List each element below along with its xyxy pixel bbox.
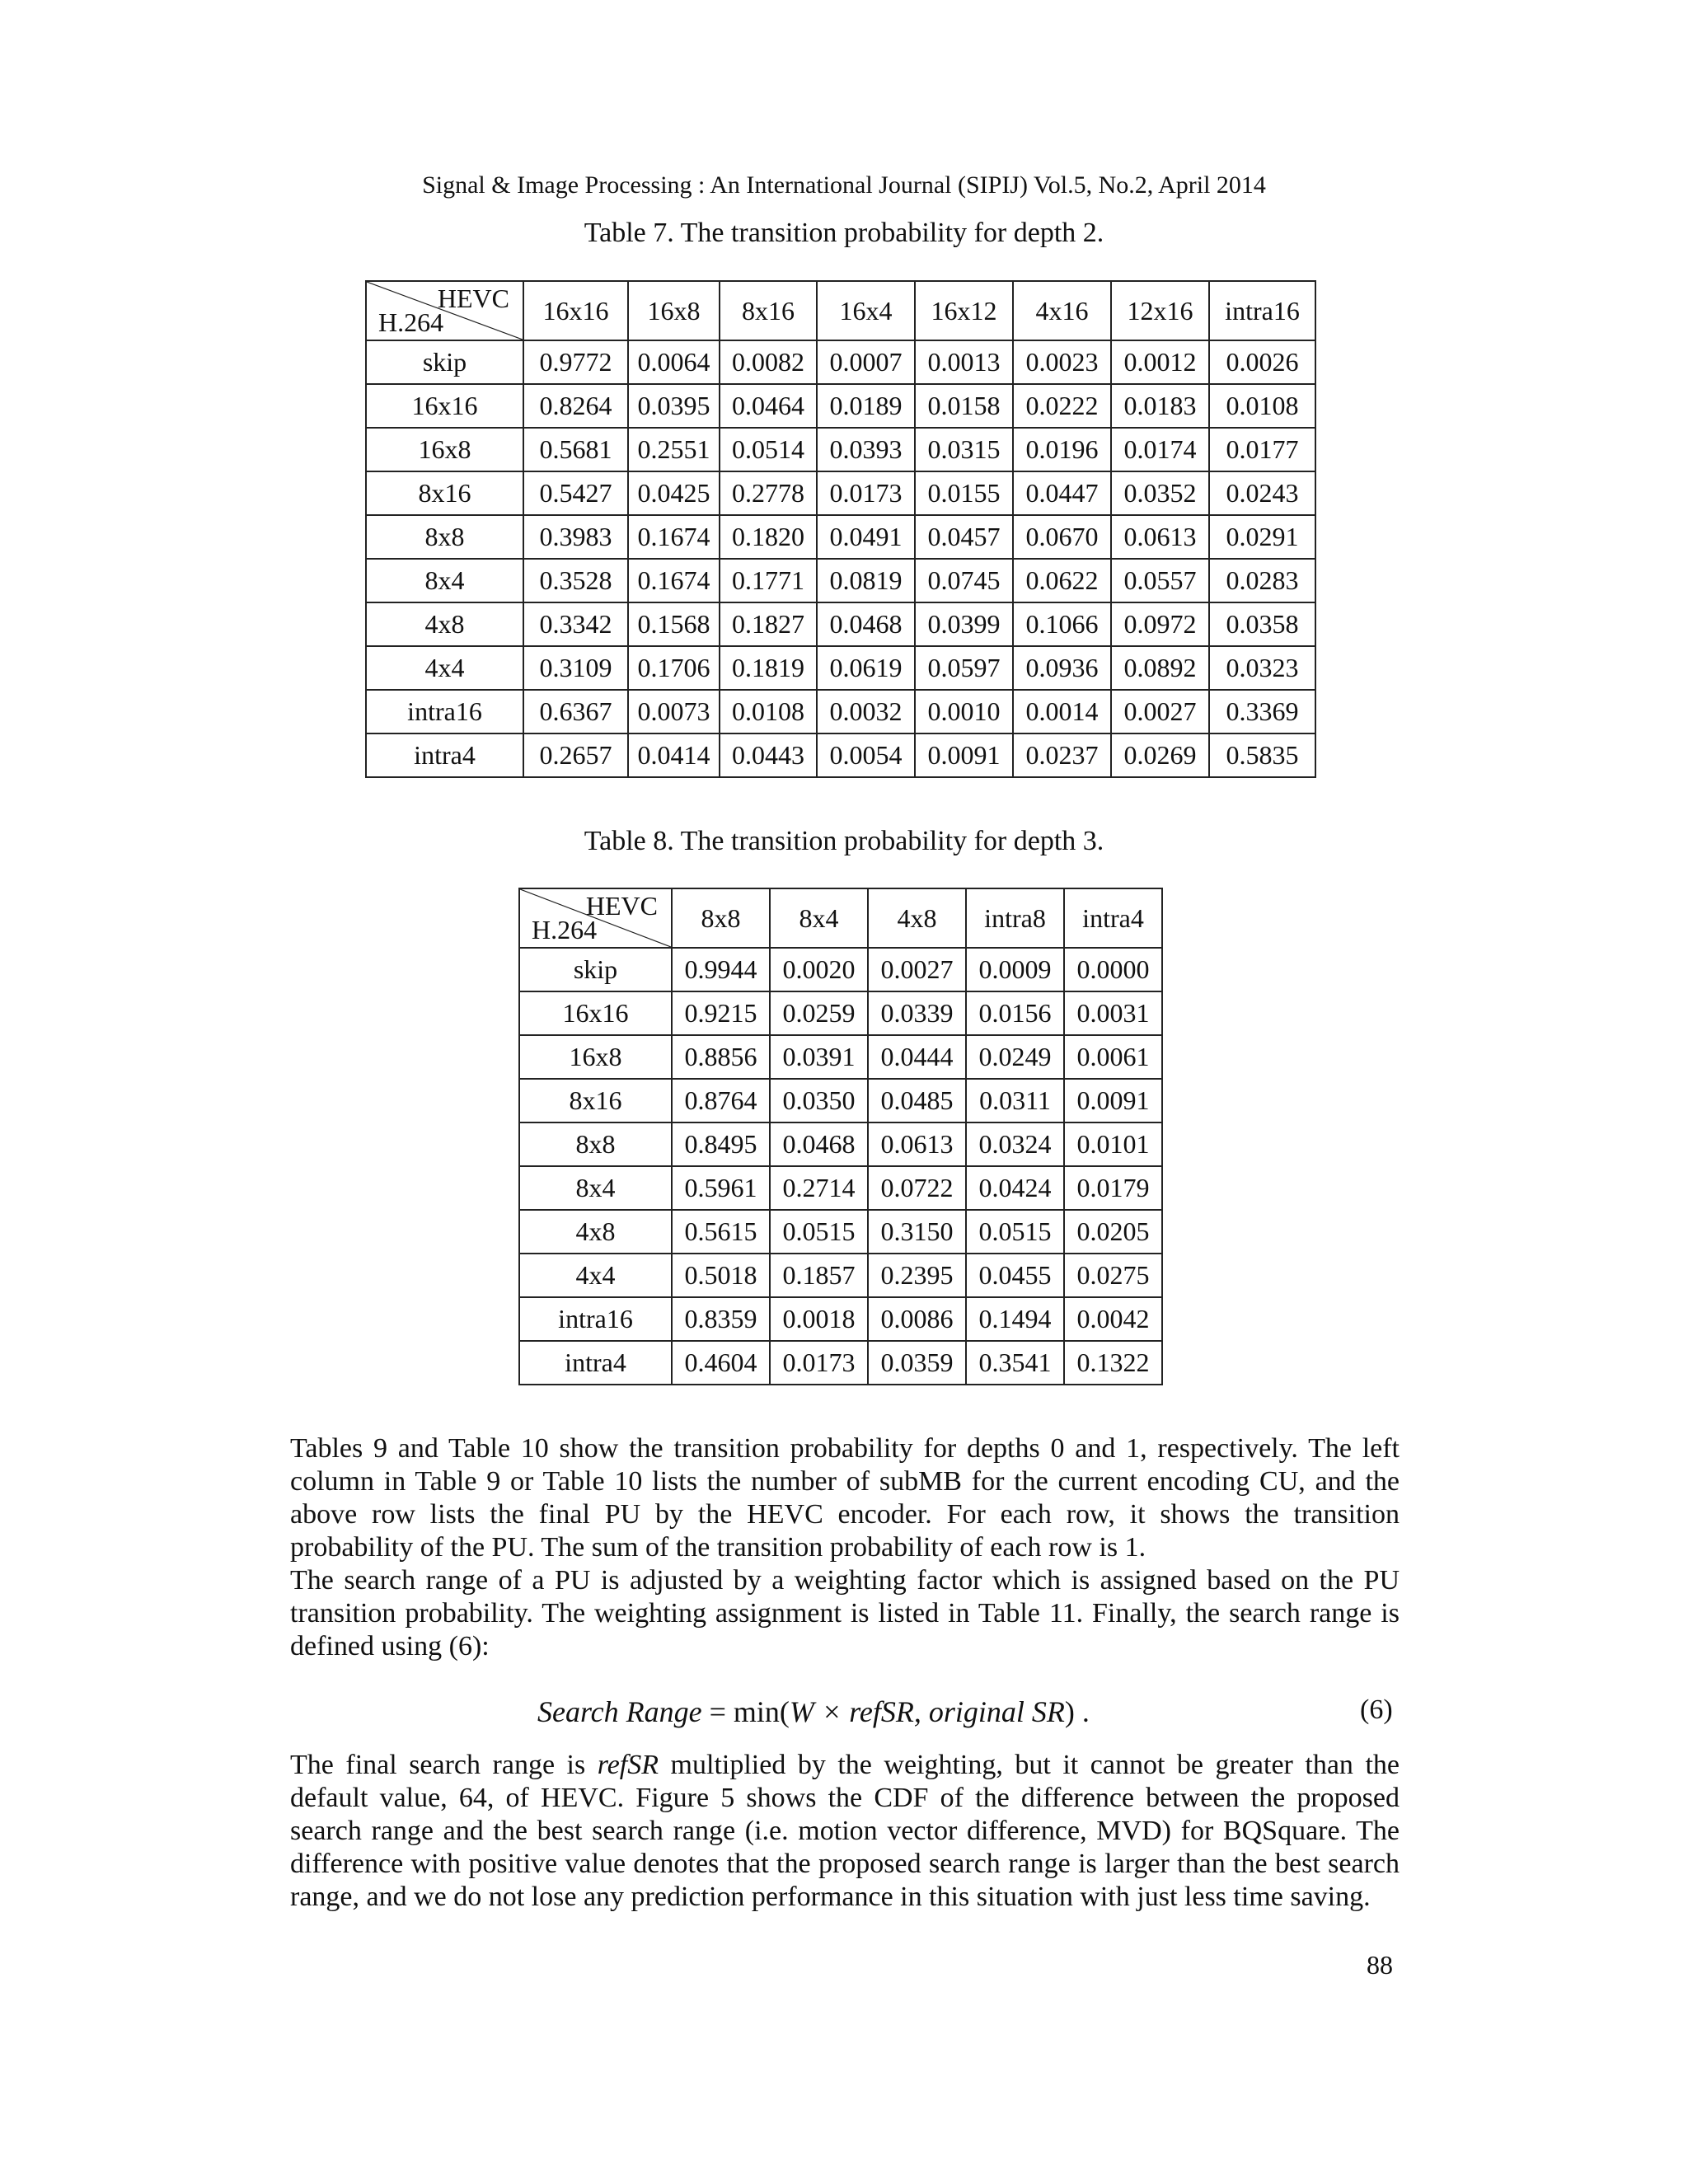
row-label: 4x4	[519, 1254, 672, 1297]
table-cell: 0.0892	[1111, 646, 1209, 690]
table8-col-header: 4x8	[868, 888, 966, 948]
table-cell: 0.1771	[720, 559, 817, 602]
table-cell: 0.3369	[1209, 690, 1315, 733]
table-cell: 0.9215	[672, 991, 770, 1035]
table-cell: 0.0082	[720, 340, 817, 384]
table-cell: 0.0196	[1013, 428, 1111, 471]
table-row	[366, 471, 1315, 515]
table-row	[519, 1254, 1162, 1297]
table-cell: 0.0315	[915, 428, 1013, 471]
table-cell: 0.0359	[868, 1341, 966, 1385]
table8-caption: Table 8. The transition probability for depth 3.	[584, 826, 1104, 856]
table-cell: 0.0108	[720, 690, 817, 733]
table-cell: 0.5615	[672, 1210, 770, 1254]
table-cell: 0.0515	[966, 1210, 1064, 1254]
table-cell: 0.0009	[966, 948, 1064, 991]
table-row	[519, 1210, 1162, 1254]
table-cell: 0.0745	[915, 559, 1013, 602]
table-cell: 0.0514	[720, 428, 817, 471]
table-cell: 0.0597	[915, 646, 1013, 690]
table-cell: 0.0424	[966, 1166, 1064, 1210]
equation-min: min(	[733, 1695, 790, 1728]
table7-col-header: 16x16	[523, 281, 628, 340]
table-cell: 0.0189	[817, 384, 915, 428]
table-cell: 0.0485	[868, 1079, 966, 1122]
table-cell: 0.3983	[523, 515, 628, 559]
table-cell: 0.0155	[915, 471, 1013, 515]
table8-corner-bottom: H.264	[532, 915, 598, 944]
table-cell: 0.0010	[915, 690, 1013, 733]
table-cell: 0.1674	[628, 515, 720, 559]
table-cell: 0.0936	[1013, 646, 1111, 690]
row-label: 4x4	[366, 646, 523, 690]
paragraph-search-range: The search range of a PU is adjusted by a weighting factor which is assigned based on the PU transition probability. The weighting assignment is listed in Table 11. Finally, the search range is defined using (6):	[290, 1565, 1400, 1661]
table7-corner-bottom: H.264	[378, 307, 444, 337]
equation-args: W × refSR, original SR	[789, 1695, 1065, 1728]
table-cell: 0.0324	[966, 1122, 1064, 1166]
table-cell: 0.0249	[966, 1035, 1064, 1079]
table8-col-header: intra8	[966, 888, 1064, 948]
table-cell: 0.1820	[720, 515, 817, 559]
table-row	[519, 1297, 1162, 1341]
table-row	[366, 690, 1315, 733]
table-cell: 0.0414	[628, 733, 720, 777]
table-row	[366, 646, 1315, 690]
table-cell: 0.1706	[628, 646, 720, 690]
table-cell: 0.0269	[1111, 733, 1209, 777]
table-cell: 0.5961	[672, 1166, 770, 1210]
table-cell: 0.0014	[1013, 690, 1111, 733]
table-cell: 0.0291	[1209, 515, 1315, 559]
table7-col-header: 16x4	[817, 281, 915, 340]
table-cell: 0.3150	[868, 1210, 966, 1254]
table-cell: 0.8359	[672, 1297, 770, 1341]
table-cell: 0.0722	[868, 1166, 966, 1210]
table-cell: 0.0622	[1013, 559, 1111, 602]
table-cell: 0.0173	[817, 471, 915, 515]
table-cell: 0.0311	[966, 1079, 1064, 1122]
table-cell: 0.8856	[672, 1035, 770, 1079]
table-cell: 0.0613	[1111, 515, 1209, 559]
page-number: 88	[1367, 1950, 1393, 1980]
table7-header-row	[366, 281, 1315, 340]
table7-col-header: 16x12	[915, 281, 1013, 340]
table-cell: 0.0393	[817, 428, 915, 471]
table-cell: 0.0027	[868, 948, 966, 991]
table-cell: 0.0064	[628, 340, 720, 384]
table8	[518, 888, 1163, 1385]
table-cell: 0.5427	[523, 471, 628, 515]
table-cell: 0.0205	[1064, 1210, 1162, 1254]
table8-col-header: 8x4	[770, 888, 868, 948]
table-cell: 0.5681	[523, 428, 628, 471]
row-label: 4x8	[366, 602, 523, 646]
paragraph-text-start: The final search range is	[290, 1750, 598, 1780]
table-row	[366, 340, 1315, 384]
table-cell: 0.2657	[523, 733, 628, 777]
row-label: 8x4	[519, 1166, 672, 1210]
table-cell: 0.0000	[1064, 948, 1162, 991]
table-cell: 0.0819	[817, 559, 915, 602]
table-cell: 0.0339	[868, 991, 966, 1035]
table-cell: 0.2714	[770, 1166, 868, 1210]
table-cell: 0.3342	[523, 602, 628, 646]
table-row	[519, 991, 1162, 1035]
row-label: skip	[519, 948, 672, 991]
table8-corner-top: HEVC	[585, 891, 658, 921]
table-cell: 0.0350	[770, 1079, 868, 1122]
table-cell: 0.0013	[915, 340, 1013, 384]
table8-col-header: 8x8	[672, 888, 770, 948]
table-cell: 0.0073	[628, 690, 720, 733]
row-label: 16x16	[366, 384, 523, 428]
table-cell: 0.0173	[770, 1341, 868, 1385]
table-cell: 0.0391	[770, 1035, 868, 1079]
table-cell: 0.0447	[1013, 471, 1111, 515]
table-cell: 0.0091	[915, 733, 1013, 777]
row-label: intra16	[519, 1297, 672, 1341]
table7	[365, 280, 1316, 778]
table-cell: 0.0156	[966, 991, 1064, 1035]
table-cell: 0.1674	[628, 559, 720, 602]
table8-corner-cell	[519, 888, 672, 948]
table-cell: 0.0012	[1111, 340, 1209, 384]
table-row	[366, 384, 1315, 428]
table-cell: 0.0018	[770, 1297, 868, 1341]
table-row	[519, 1079, 1162, 1122]
table-cell: 0.0352	[1111, 471, 1209, 515]
table-row	[519, 1341, 1162, 1385]
table-cell: 0.8264	[523, 384, 628, 428]
table-cell: 0.0358	[1209, 602, 1315, 646]
table-cell: 0.0395	[628, 384, 720, 428]
table-row	[366, 733, 1315, 777]
table-cell: 0.0177	[1209, 428, 1315, 471]
table-cell: 0.2395	[868, 1254, 966, 1297]
table-row	[519, 948, 1162, 991]
table-cell: 0.0515	[770, 1210, 868, 1254]
table7-col-header: intra16	[1209, 281, 1315, 340]
table-cell: 0.0457	[915, 515, 1013, 559]
table-cell: 0.0275	[1064, 1254, 1162, 1297]
table7-corner-cell	[366, 281, 523, 340]
table-cell: 0.0444	[868, 1035, 966, 1079]
refsr-term: refSR	[597, 1750, 659, 1780]
table-cell: 0.0023	[1013, 340, 1111, 384]
table-cell: 0.5835	[1209, 733, 1315, 777]
table-cell: 0.1494	[966, 1297, 1064, 1341]
table-cell: 0.0031	[1064, 991, 1162, 1035]
table-cell: 0.0243	[1209, 471, 1315, 515]
table-row	[366, 559, 1315, 602]
table-row	[366, 515, 1315, 559]
table-cell: 0.0323	[1209, 646, 1315, 690]
table-cell: 0.3541	[966, 1341, 1064, 1385]
table-cell: 0.0101	[1064, 1122, 1162, 1166]
table-cell: 0.2551	[628, 428, 720, 471]
row-label: 8x16	[366, 471, 523, 515]
table8-col-header: intra4	[1064, 888, 1162, 948]
table-cell: 0.0259	[770, 991, 868, 1035]
table-cell: 0.0183	[1111, 384, 1209, 428]
table-cell: 0.0283	[1209, 559, 1315, 602]
row-label: intra4	[519, 1341, 672, 1385]
paragraph-final-search-range	[290, 1749, 1400, 1914]
table-row	[519, 1035, 1162, 1079]
table-cell: 0.1827	[720, 602, 817, 646]
paragraph-text-rest: multiplied by the weighting, but it cannot be greater than the default value, 64, of HEVC. Figure 5 shows the CDF of the difference between the proposed search range and the best search range (i.e. motion vector difference, MVD) for BQSquare. The difference with positive value denotes that the proposed search range is larger than the best search range, and we do not lose any prediction performance in this situation with just less time saving.	[290, 1750, 1400, 1912]
table-cell: 0.5018	[672, 1254, 770, 1297]
table7-col-header: 16x8	[628, 281, 720, 340]
table-cell: 0.1066	[1013, 602, 1111, 646]
row-label: 8x4	[366, 559, 523, 602]
table-cell: 0.6367	[523, 690, 628, 733]
table-cell: 0.0222	[1013, 384, 1111, 428]
table-cell: 0.0557	[1111, 559, 1209, 602]
table-cell: 0.0443	[720, 733, 817, 777]
table-row	[366, 428, 1315, 471]
table-cell: 0.0042	[1064, 1297, 1162, 1341]
journal-header: Signal & Image Processing : An International Journal (SIPIJ) Vol.5, No.2, April 2014	[422, 171, 1266, 199]
paragraph-transition-tables: Tables 9 and Table 10 show the transition probability for depths 0 and 1, respectively. The left column in Table 9 or Table 10 lists the number of subMB for the current encoding CU, and the above row lists the final PU by the HEVC encoder. For each row, it shows the transition probability of the PU. The sum of the transition probability of each row is 1.	[290, 1433, 1400, 1563]
table-cell: 0.2778	[720, 471, 817, 515]
table-cell: 0.0086	[868, 1297, 966, 1341]
table-cell: 0.8764	[672, 1079, 770, 1122]
row-label: 8x8	[366, 515, 523, 559]
table-cell: 0.0027	[1111, 690, 1209, 733]
row-label: 16x8	[519, 1035, 672, 1079]
table7-col-header: 8x16	[720, 281, 817, 340]
table-cell: 0.0464	[720, 384, 817, 428]
table7-col-header: 12x16	[1111, 281, 1209, 340]
table-cell: 0.0158	[915, 384, 1013, 428]
table-cell: 0.0237	[1013, 733, 1111, 777]
equation-close: ) .	[1064, 1695, 1090, 1728]
row-label: 8x8	[519, 1122, 672, 1166]
table-cell: 0.0491	[817, 515, 915, 559]
table-cell: 0.0468	[770, 1122, 868, 1166]
equation-6	[537, 1694, 1090, 1729]
table-cell: 0.0425	[628, 471, 720, 515]
table7-corner-top: HEVC	[437, 284, 509, 313]
row-label: intra16	[366, 690, 523, 733]
table-cell: 0.0061	[1064, 1035, 1162, 1079]
table-cell: 0.0468	[817, 602, 915, 646]
table-cell: 0.0179	[1064, 1166, 1162, 1210]
table-cell: 0.0972	[1111, 602, 1209, 646]
equation-lhs: Search Range	[537, 1695, 702, 1728]
table-row	[519, 1166, 1162, 1210]
table-cell: 0.0108	[1209, 384, 1315, 428]
row-label: 4x8	[519, 1210, 672, 1254]
table-cell: 0.0026	[1209, 340, 1315, 384]
table-cell: 0.0054	[817, 733, 915, 777]
table8-header-row	[519, 888, 1162, 948]
row-label: intra4	[366, 733, 523, 777]
table7-caption: Table 7. The transition probability for depth 2.	[584, 218, 1104, 248]
row-label: 16x16	[519, 991, 672, 1035]
table-cell: 0.9944	[672, 948, 770, 991]
table-cell: 0.1819	[720, 646, 817, 690]
equation-number: (6)	[1360, 1694, 1393, 1725]
table-cell: 0.0670	[1013, 515, 1111, 559]
table-cell: 0.0007	[817, 340, 915, 384]
table-cell: 0.0020	[770, 948, 868, 991]
table-cell: 0.0619	[817, 646, 915, 690]
table-cell: 0.0613	[868, 1122, 966, 1166]
table-cell: 0.8495	[672, 1122, 770, 1166]
table-cell: 0.1322	[1064, 1341, 1162, 1385]
table-cell: 0.1857	[770, 1254, 868, 1297]
table-cell: 0.0455	[966, 1254, 1064, 1297]
table-row	[519, 1122, 1162, 1166]
table-cell: 0.0091	[1064, 1079, 1162, 1122]
table-cell: 0.0032	[817, 690, 915, 733]
row-label: 8x16	[519, 1079, 672, 1122]
table-cell: 0.3109	[523, 646, 628, 690]
table7-col-header: 4x16	[1013, 281, 1111, 340]
table-cell: 0.3528	[523, 559, 628, 602]
equation-equals: =	[701, 1695, 734, 1728]
table-cell: 0.0399	[915, 602, 1013, 646]
table-cell: 0.1568	[628, 602, 720, 646]
table-row	[366, 602, 1315, 646]
row-label: 16x8	[366, 428, 523, 471]
table-cell: 0.0174	[1111, 428, 1209, 471]
table-cell: 0.9772	[523, 340, 628, 384]
row-label: skip	[366, 340, 523, 384]
table-cell: 0.4604	[672, 1341, 770, 1385]
